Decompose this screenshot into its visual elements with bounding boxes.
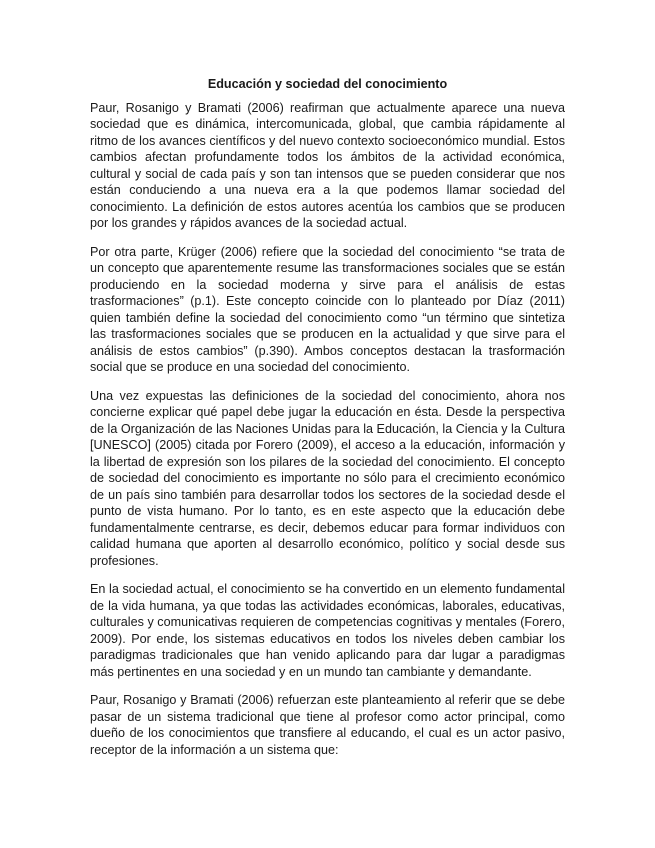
paragraph-2: Por otra parte, Krüger (2006) refiere que la sociedad del conocimiento “se trata de un concepto que aparentemente resume las transformaciones sociales que se están produciendo en la sociedad moderna y sirve para el análisis de estas trasformaciones” (p.1). Este concepto coincide con lo planteado por Díaz (2011) quien también define la sociedad del conocimiento como “un término que sintetiza las trasformaciones sociales que se producen en la actualidad y que sirve para el análisis de estos cambios” (p.390). Ambos conceptos destacan la trasformación social que se produce en una sociedad del conocimiento. — [90, 244, 565, 374]
paragraph-5: Paur, Rosanigo y Bramati (2006) refuerzan este planteamiento al referir que se debe pasar de un sistema tradicional que tiene al profesor como actor principal, como dueño de los conocimientos que transfiere al educando, el cual es un actor pasivo, receptor de la información a un sistema que: — [90, 693, 565, 757]
paragraph-3: Una vez expuestas las definiciones de la sociedad del conocimiento, ahora nos concierne explicar qué papel debe jugar la educación en ésta. Desde la perspectiva de la Organización de las Naciones Unidas para la Educación, la Ciencia y la Cultura [UNESCO] (2005) citada por Forero (2009), el acceso a la educación, información y la libertad de expresión son los pilares de la sociedad del conocimiento. El concepto de sociedad del conocimiento es importante no sólo para el crecimiento económico de un país sino también para desarrollar todos los sectores de la sociedad desde el punto de vista humano. Por lo tanto, es en este aspecto que la educación debe fundamentalmente centrarse, es decir, debemos educar para formar individuos con calidad humana que aporten al desarrollo económico, político y social desde sus profesiones. — [90, 388, 565, 568]
paragraph-1: Paur, Rosanigo y Bramati (2006) reafirman que actualmente aparece una nueva sociedad que es dinámica, intercomunicada, global, que cambia rápidamente al ritmo de los avances científicos y del nuevo contexto socioeconómico mundial. Estos cambios afectan profundamente todos los ámbitos de la actividad económica, cultural y social de cada país y son tan intensos que se pueden considerar que nos están conduciendo a una nueva era a la que podemos llamar sociedad del conocimiento. La definición de estos autores acentúa los cambios que se producen por los grandes y rápidos avances de la sociedad actual. — [90, 100, 565, 230]
document-title: Educación y sociedad del conocimiento — [207, 77, 448, 91]
paragraph-4: En la sociedad actual, el conocimiento se ha convertido en un elemento fundamental de la vida humana, ya que todas las actividades económicas, laborales, educativas, culturales y comunicativas requieren de competencias cognitivas y mentales (Forero, 2009). Por ende, los sistemas educativos en todos los niveles deben cambiar los paradigmas tradicionales que han venido aplicando para dar lugar a paradigmas más pertinentes en una sociedad y en un mundo tan cambiante y demandante. — [90, 582, 565, 679]
document-page — [90, 76, 565, 770]
